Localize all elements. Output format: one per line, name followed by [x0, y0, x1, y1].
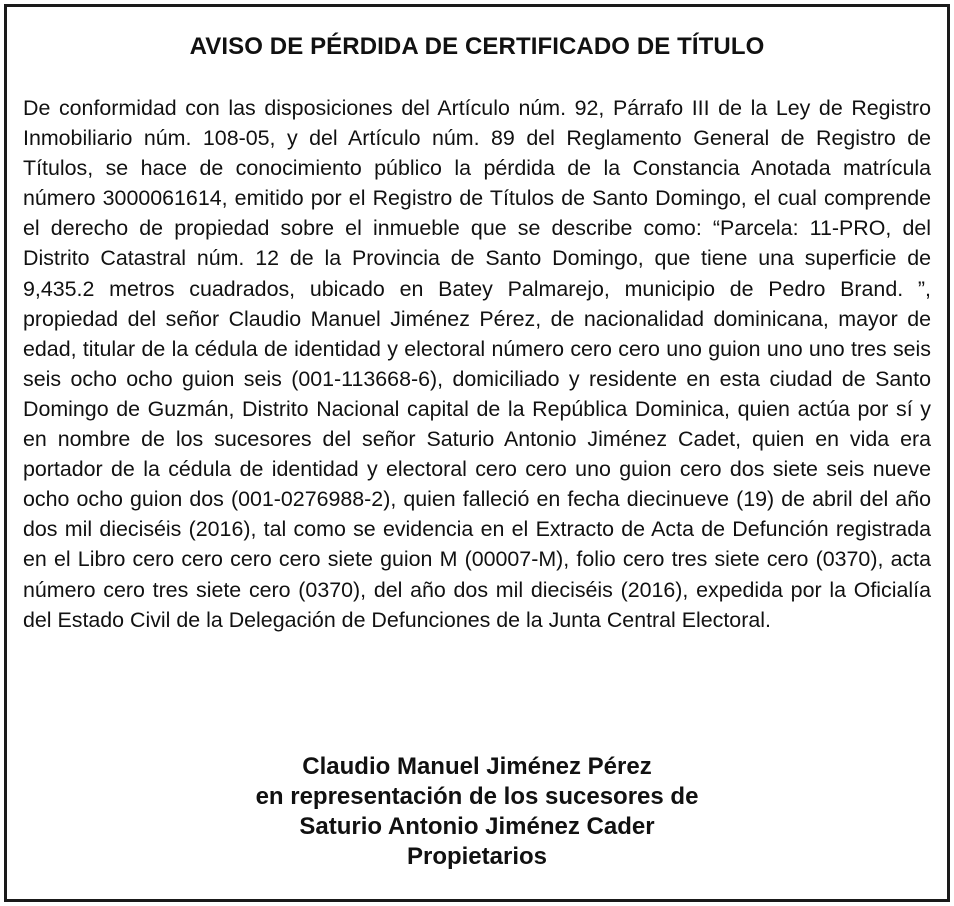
- signature-role: Propietarios: [406, 843, 548, 870]
- notice-body: De conformidad con las disposiciones del Artículo núm. 92, Párrafo III de la Ley de Registro Inmobiliario núm. 108-05, y del Artículo núm. 89 del Reglamento General de Registro de Títulos, se hace de conocimiento público la pérdida de la Constancia Anotada matrícula número 3000061614, emitido por el Registro de Títulos de Santo Domingo, el cual comprende el derecho de propiedad sobre el inmueble que se describe como: “Parcela: 11-PRO, del Distrito Catastral núm. 12 de la Provincia de Santo Domingo, que tiene una superficie de 9,435.2 metros cuadrados, ubicado en Batey Palmarejo, municipio de Pedro Brand. ”, propiedad del señor Claudio Manuel Jiménez Pérez, de nacionalidad dominicana, mayor de edad, titular de la cédula de identidad y electoral número cero cero uno guion uno uno tres seis seis ocho ocho guion seis (001-113668-6), domiciliado y residente en esta ciudad de Santo Domingo de Guzmán, Distrito Nacional capital de la República Dominica, quien actúa por sí y en nombre de los sucesores del señor Saturio Antonio Jiménez Cadet, quien en vida era portador de la cédula de identidad y electoral cero cero uno guion cero dos siete seis nueve ocho ocho guion dos (001-0276988-2), quien falleció en fecha diecinueve (19) de abril del año dos mil dieciséis (2016), tal como se evidencia en el Extracto de Acta de Defunción registrada en el Libro cero cero cero cero siete guion M (00007-M), folio cero tres siete cero (0370), acta número cero tres siete cero (0370), del año dos mil dieciséis (2016), expedida por la Oficialía del Estado Civil de la Delegación de Defunciones de la Junta Central Electoral.: [23, 96, 931, 632]
- notice-title: AVISO DE PÉRDIDA DE CERTIFICADO DE TÍTULO: [189, 33, 765, 60]
- signature-represented: Saturio Antonio Jiménez Cader: [299, 813, 655, 840]
- signature-block: [7, 752, 947, 872]
- signature-representation: en representación de los sucesores de: [255, 783, 699, 810]
- signature-name: Claudio Manuel Jiménez Pérez: [302, 753, 652, 780]
- notice-frame: [4, 4, 950, 902]
